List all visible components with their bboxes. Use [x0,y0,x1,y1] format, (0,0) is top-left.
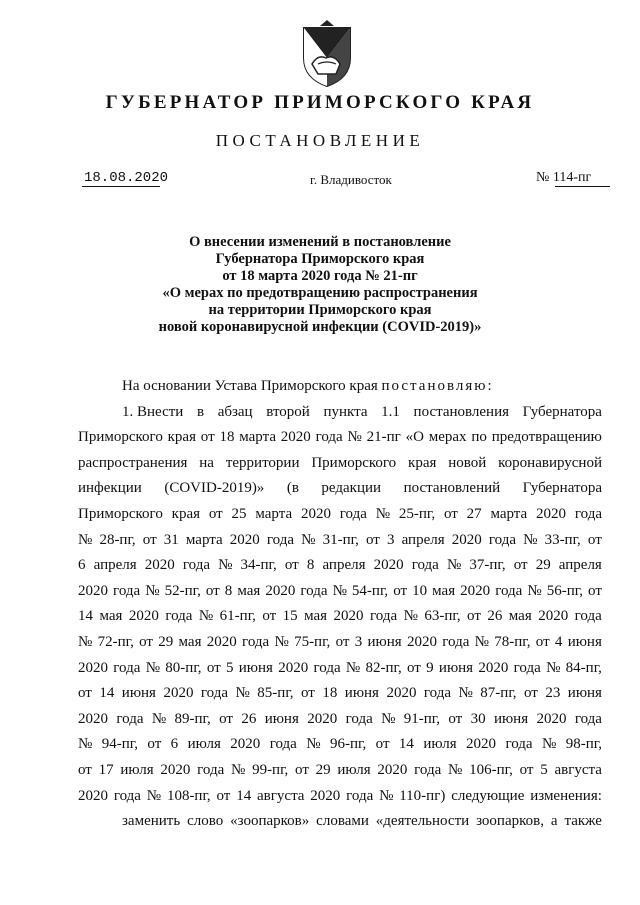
text-segment: зоопарков, [476,813,544,830]
text-segment: 2020 [310,787,341,804]
text-segment: года [242,633,270,650]
text-segment: Приморского [78,429,163,446]
text-segment: № [306,736,321,753]
text-segment: июня [567,685,602,702]
text-segment: 1. Внести [122,403,184,420]
text-segment: «О [405,429,424,446]
text-segment: 2020 [466,736,497,753]
text-segment: № [542,736,557,753]
text-segment: 5 [540,761,548,778]
text-segment: № [78,736,93,753]
text-segment: 99-пг, [252,761,289,778]
text-segment: 25 [231,505,247,522]
text-segment: от [375,736,390,753]
text-segment: года [505,736,533,753]
text-segment: 96-пг, [329,736,367,753]
text-segment: июля [187,736,221,753]
text-segment: 14 [78,608,93,625]
text-segment: второй [266,403,310,420]
text-segment: июня [567,633,602,650]
text-segment: июня [121,685,156,702]
text-segment: редакции [321,480,382,497]
text-segment: от [407,659,421,676]
text-segment: 28-пг, [99,531,136,548]
text-segment: 94-пг, [101,736,138,753]
text-segment: 8 [224,582,233,599]
text-segment: № [403,608,418,625]
text-segment: следующие [451,787,525,804]
text-segment: постановления [413,403,510,420]
text-segment: по [471,429,487,446]
text-segment: 110-пг) [399,787,446,804]
text-segment: 21-пг [366,429,401,446]
text-segment: мая [99,608,123,625]
text-segment: коронавирусной [498,454,602,471]
title-line: О внесении изменений в постановление [189,234,451,250]
text-segment: № [218,557,233,574]
text-segment: 2020 [307,710,338,727]
text-segment: марта [185,531,223,548]
text-segment: № [231,761,246,778]
text-segment: 2020 [128,608,159,625]
document-title [120,234,520,336]
text-segment: 2020 [460,582,491,599]
text-segment: 31-пг, [322,531,359,548]
text-segment: 84-пг, [565,659,602,676]
paragraph-line [78,502,602,528]
text-segment: № [379,787,394,804]
text-segment: от [335,633,350,650]
text-segment: мая [237,582,261,599]
text-segment: инфекции [78,480,142,497]
text-segment: 2020 [78,787,108,804]
text-segment: года [182,557,210,574]
text-segment: 37-пг, [469,557,506,574]
text-segment: «зоопарков» [230,813,310,830]
text-segment: года [495,582,523,599]
paragraph-1 [78,400,602,810]
text-segment: 25-пг, [398,505,436,522]
text-segment: 2020 [78,659,108,676]
text-segment: № [235,685,250,702]
text-segment: 106-пг, [469,761,513,778]
text-segment: территории [225,454,300,471]
text-segment: 10 [412,582,428,599]
text-segment: года [113,787,141,804]
text-segment: года [574,505,602,522]
text-segment: (COVID-2019)» [164,480,265,497]
text-segment: июля [337,761,371,778]
text-segment: 18 [322,685,338,702]
text-segment: года [369,608,398,625]
text-segment: года [269,736,297,753]
text-segment: мая [178,633,202,650]
text-segment: 6 [78,557,86,574]
text-segment: марта [255,505,293,522]
text-segment: 14 [398,736,414,753]
text-segment: распространения [78,454,188,471]
paragraph-line [78,425,602,451]
text-segment: 23 [545,685,561,702]
text-segment: № [198,608,214,625]
text-segment: 2020 [78,582,108,599]
text-segment: года [339,505,367,522]
text-segment: новой [448,454,487,471]
text-segment: года [345,710,373,727]
text-segment: пункта [323,403,368,420]
text-segment: 54-пг, [351,582,389,599]
text-segment: 108-пг, [166,787,211,804]
paragraph-line [78,528,602,554]
text-segment: года [200,685,229,702]
text-segment: от [365,531,380,548]
text-segment: июня [264,710,299,727]
text-segment: 3 [386,531,395,548]
text-segment: абзац [217,403,253,420]
paragraph-line [78,656,602,682]
text-segment: № [145,659,161,676]
text-segment: апреля [93,557,137,574]
text-segment: апреля [401,531,445,548]
text-segment: 26 [487,608,503,625]
text-segment: 29 [535,557,551,574]
text-segment: № [274,633,289,650]
text-segment: № [523,531,538,548]
text-segment: 2020 [278,659,309,676]
document-body [78,374,602,835]
preamble-decree-word: постановляю: [381,378,494,394]
text-segment: от [262,608,277,625]
text-segment: от [535,633,550,650]
text-segment: от [208,505,223,522]
text-segment: Губернатора [522,480,602,497]
text-segment: 30 [470,710,486,727]
text-segment: 1.1 [381,403,400,420]
text-segment: года [116,710,144,727]
text-segment: а [550,813,558,830]
text-segment: 29 [158,633,174,650]
text-segment: 17 [98,761,114,778]
paragraph-line [78,476,602,502]
text-segment: слово [187,813,224,830]
text-segment: 4 [554,633,563,650]
text-segment: 33-пг, [544,531,581,548]
text-segment: 75-пг, [294,633,331,650]
text-segment: 2020 [386,685,417,702]
text-segment: № [345,659,361,676]
title-line: «О мерах по предотвращению распространения [162,285,478,301]
text-segment: 26 [241,710,257,727]
text-segment: 2020 [206,633,237,650]
text-segment: 78-пг, [494,633,531,650]
text-segment: от [393,582,408,599]
text-segment: 3 [354,633,363,650]
text-segment: года [574,608,602,625]
text-segment: № [458,685,473,702]
text-segment: 2020 [406,633,437,650]
text-segment: 15 [282,608,298,625]
text-segment: 91-пг, [403,710,440,727]
text-segment: 52-пг, [164,582,201,599]
text-segment: края [171,505,201,522]
text-segment: 34-пг, [240,557,277,574]
text-segment: № [347,429,362,446]
text-segment: 72-пг, [97,633,134,650]
text-segment: года [423,685,452,702]
text-segment: № [446,557,462,574]
text-segment: июля [120,761,154,778]
paragraph-line [78,681,602,707]
text-segment: Приморского [78,505,163,522]
paragraph-line [78,579,602,605]
text-segment: года [300,582,328,599]
text-segment: от [78,685,92,702]
coat-of-arms-emblem [296,18,358,88]
text-segment: края [167,429,196,446]
text-segment: года [411,557,439,574]
text-segment: края [408,454,437,471]
text-segment: от [295,761,309,778]
text-segment: от [142,531,157,548]
text-segment: 2020 [144,557,175,574]
text-segment: 2020 [160,761,191,778]
text-segment: № [375,505,391,522]
text-segment: года [197,761,225,778]
title-line: от 18 марта 2020 года № 21-пг [222,268,418,284]
text-segment: мая [304,608,328,625]
preamble-text: На основании Устава Приморского края [122,378,378,394]
paragraph-line [78,604,602,630]
text-segment: словами [316,813,369,830]
text-segment: от [216,787,231,804]
text-segment: № [78,531,93,548]
text-segment: 2020 [230,736,261,753]
text-segment: августа [257,787,305,804]
text-segment: июня [493,710,529,727]
text-segment: от [448,710,463,727]
title-line: Губернатора Приморского края [215,251,425,267]
text-segment: 31 [163,531,179,548]
text-segment: предотвращению [491,429,602,446]
text-segment: от [200,429,215,446]
text-segment: 2020 [265,582,296,599]
paragraph-2-first-line [78,809,602,835]
text-segment: июня [238,659,273,676]
text-segment: 8 [306,557,315,574]
text-segment: № [301,531,316,548]
preamble [78,374,602,400]
text-segment: года [574,710,602,727]
text-segment: 29 [315,761,331,778]
text-segment: 2020 [377,761,408,778]
text-segment: № [381,710,396,727]
paragraph-line [78,451,602,477]
text-segment: года [266,531,295,548]
text-segment: года [346,787,374,804]
text-segment: года [313,659,341,676]
text-segment: июня [438,659,474,676]
text-segment: 2020 [300,505,331,522]
text-segment: (в [286,480,299,497]
text-segment: от [205,582,220,599]
text-segment: на [199,454,214,471]
text-segment: июня [344,685,379,702]
text-segment: 2020 [78,710,108,727]
text-segment: от [587,531,602,548]
document-date: 18.08.2020 [84,170,169,186]
text-segment: 14 [236,787,252,804]
header-title: ГУБЕРНАТОР ПРИМОРСКОГО КРАЯ [105,92,535,113]
paragraph-line [78,553,602,579]
text-segment: 2020 [280,429,311,446]
text-segment: июля [423,736,457,753]
text-segment: от [301,685,315,702]
text-segment: заменить [122,813,181,830]
text-segment: изменения: [530,787,602,804]
text-segment: 2020 [451,531,482,548]
text-segment: года [513,659,541,676]
number-underline [555,186,610,187]
text-segment: марта [239,429,276,446]
text-segment: 82-пг, [365,659,402,676]
text-segment: 2020 [373,557,404,574]
text-segment: 2020 [333,608,364,625]
title-line: на территории Приморского края [208,302,432,318]
text-segment: августа [554,761,602,778]
text-segment: года [113,659,141,676]
text-segment: № [78,633,93,650]
text-segment: 5 [225,659,234,676]
text-segment: марта [490,505,528,522]
text-segment: 2020 [536,710,567,727]
title-line: новой коронавирусной инфекции (COVID-2019)» [158,319,482,335]
text-segment: № [546,659,561,676]
text-segment: от [588,582,602,599]
text-segment: также [564,813,602,830]
date-underline [82,186,160,187]
text-segment: 89-пг, [174,710,211,727]
text-segment: 2020 [478,659,509,676]
text-segment: «деятельности [375,813,470,830]
text-segment: апреля [558,557,602,574]
document-type: ПОСТАНОВЛЕНИЕ [215,131,425,150]
text-segment: года [315,429,343,446]
text-segment: № [151,710,167,727]
text-segment: 98-пг, [565,736,602,753]
text-segment: № [448,761,463,778]
text-segment: года [414,761,442,778]
text-segment: № [332,582,347,599]
text-segment: от [467,608,481,625]
text-segment: 6 [170,736,179,753]
text-segment: 80-пг, [165,659,202,676]
text-segment: мая [508,608,532,625]
text-segment: от [513,557,528,574]
document-city: г. Владивосток [310,172,392,187]
text-segment: Губернатора [522,403,602,420]
text-segment: года [488,531,516,548]
text-segment: 56-пг, [546,582,583,599]
text-segment: № [474,633,489,650]
text-segment: от [524,685,538,702]
text-segment: постановлений [403,480,501,497]
text-segment: от [219,710,233,727]
text-segment: 2020 [163,685,194,702]
text-segment: № [527,582,542,599]
text-segment: № [145,582,160,599]
text-segment: года [113,582,141,599]
text-segment: 27 [466,505,482,522]
text-segment: 18 [219,429,235,446]
document-number: № 114-пг [536,170,592,185]
text-segment: 9 [426,659,434,676]
paragraph-line [78,400,602,426]
text-segment: от [206,659,221,676]
text-segment: 85-пг, [257,685,294,702]
text-segment: № [146,787,162,804]
text-segment: от [443,505,458,522]
text-segment: 63-пг, [424,608,461,625]
text-segment: в [196,403,205,420]
text-segment: июня [367,633,402,650]
text-segment: от [147,736,162,753]
text-segment: 87-пг, [480,685,517,702]
text-segment: от [78,761,92,778]
text-segment: Приморского [311,454,397,471]
paragraph-line [78,758,602,784]
text-segment: мерах [428,429,467,446]
text-segment: от [284,557,299,574]
text-segment: года [165,608,193,625]
paragraph-line [78,732,602,758]
text-segment: мая [432,582,456,599]
text-segment: 2020 [538,608,569,625]
text-segment: от [519,761,534,778]
paragraph-line [78,707,602,733]
text-segment: 14 [99,685,115,702]
text-segment: 61-пг, [219,608,256,625]
paragraph-line [78,784,602,810]
text-segment: от [139,633,153,650]
text-segment: года [442,633,470,650]
text-segment: 2020 [229,531,260,548]
paragraph-line [78,630,602,656]
text-segment: 2020 [536,505,567,522]
text-segment: апреля [322,557,366,574]
